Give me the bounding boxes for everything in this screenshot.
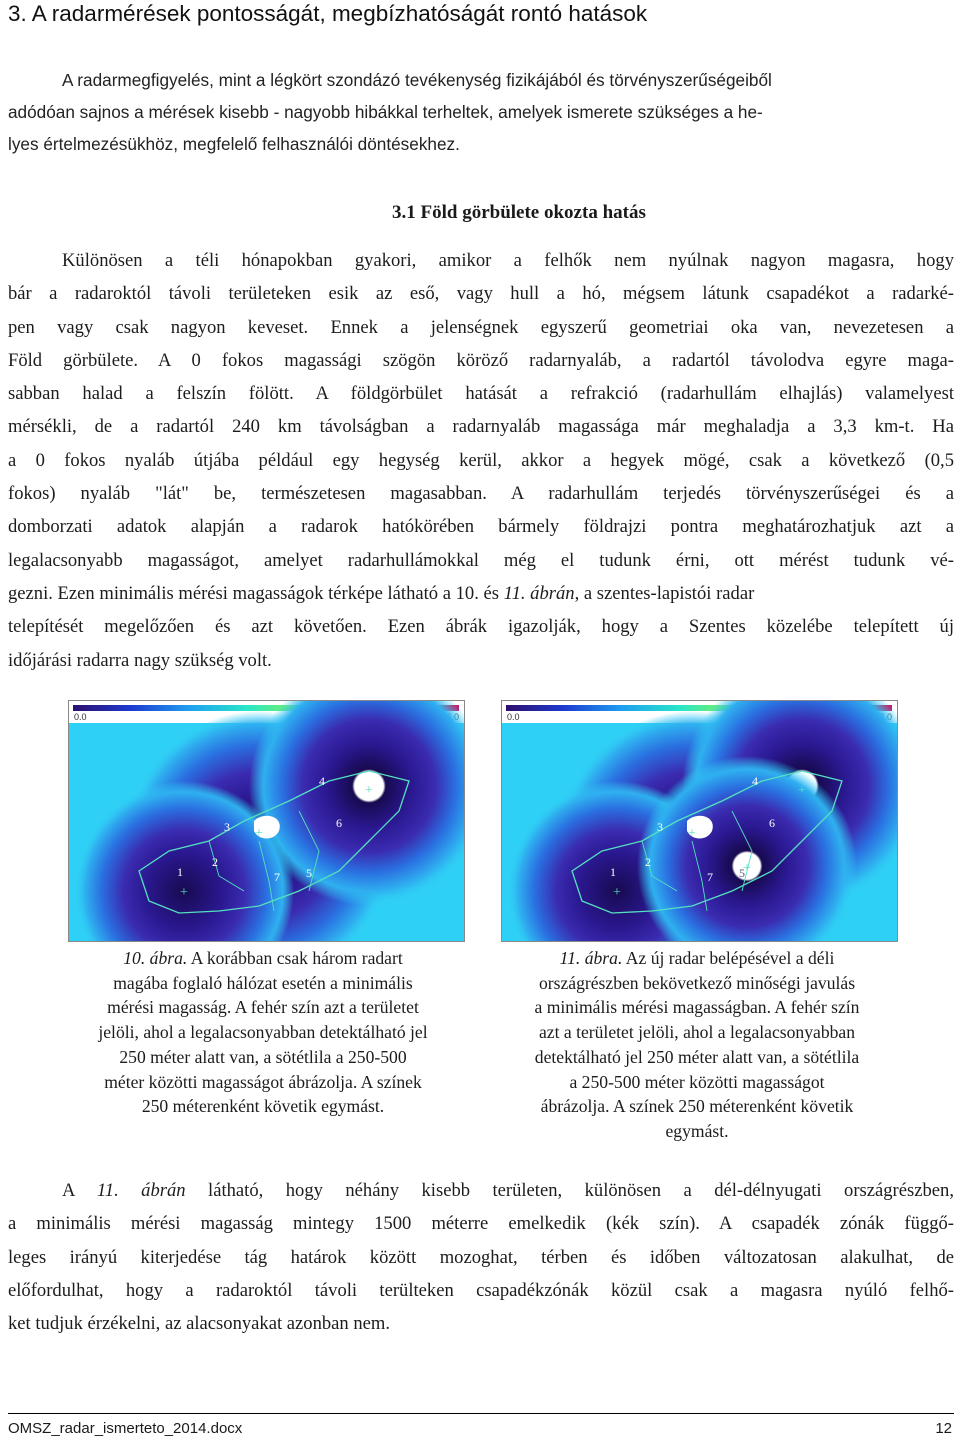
region-number: 6 xyxy=(769,816,775,830)
paragraph-line: a 0 fokos nyaláb útjába például egy hegység kerül, akkor a hegyek mögé, csak a következő (0,5 xyxy=(8,449,954,471)
caption-line: országrészben bekövetkező minőségi javulás xyxy=(538,972,856,993)
caption-text: Az új radar belépésével a déli xyxy=(622,948,835,968)
caption-line: méter közötti magasságot ábrázolja. A színek xyxy=(104,1071,422,1092)
region-number: 3 xyxy=(224,820,230,834)
paragraph-line: legalacsonyabb magasságot, amelyet radarhullámokkal még el tudunk érni, ott mérést tudunk vé- xyxy=(8,549,954,571)
paragraph-line: domborzati adatok alapján a radarok hatókörében bármely földrajzi pontra meghatározhatjuk azt a xyxy=(8,516,954,538)
figure-11-map-image xyxy=(502,701,897,941)
svg-text:+: + xyxy=(688,826,696,841)
figure-10-caption xyxy=(58,946,468,1119)
caption-line xyxy=(492,946,902,971)
intro-line-1: A radarmegfigyelés, mint a légkört szondázó tevékenység fizikájából és törvényszerűségeiből xyxy=(62,70,772,90)
closing-paragraph xyxy=(8,1174,954,1340)
section-paragraph xyxy=(8,244,954,677)
region-number: 3 xyxy=(657,820,663,834)
paragraph-line: bár a radaroktól távoli területeken esik az eső, vagy hull a hó, mégsem látunk csapadékot a radarké- xyxy=(8,283,954,305)
paragraph-line: Különösen a téli hónapokban gyakori, amikor a felhők nem nyúlnak nagyon magasra, hogy xyxy=(62,250,954,271)
scale-label-min: 0.0 xyxy=(507,712,520,722)
caption-line: detektálható jel 250 méter alatt van, a sötétlila xyxy=(534,1046,860,1067)
closing-line-rest: látható, hogy néhány kisebb területen, különösen a dél-délnyugati országrészben, xyxy=(185,1180,954,1201)
region-number: 4 xyxy=(319,774,325,788)
paragraph-line: ket tudjuk érzékelni, az alacsonyakat azonban nem. xyxy=(8,1313,391,1335)
region-number: 7 xyxy=(707,870,713,884)
caption-line: magába foglaló hálózat esetén a minimális xyxy=(113,972,413,993)
paragraph-line: pen vagy csak nagyon keveset. Ennek a jelenségnek egyszerű geometriai oka van, nevezetesen a xyxy=(8,316,954,338)
svg-text:+: + xyxy=(613,885,621,900)
figure-10-map-image xyxy=(69,701,464,941)
paragraph-line: sabban halad a felszín fölött. A földgörbület hatását a refrakció (radarhullám elhajlás) valamelyest xyxy=(8,383,954,405)
caption-label: 11. ábra. xyxy=(559,948,623,968)
region-number: 1 xyxy=(610,865,616,879)
figure-11-caption xyxy=(492,946,902,1144)
paragraph-line: időjárási radarra nagy szükség volt. xyxy=(8,649,272,671)
paragraph-line: a minimális mérési magasság mintegy 1500 méterre emelkedik (kék szín). A csapadék zónák függő- xyxy=(8,1213,954,1235)
svg-text:+: + xyxy=(255,826,263,841)
paragraph-line-with-reference xyxy=(8,577,954,610)
region-number: 1 xyxy=(177,865,183,879)
region-number: 5 xyxy=(306,866,312,880)
figure-11-map xyxy=(501,700,898,942)
caption-line: ábrázolja. A színek 250 méterenként követik xyxy=(540,1096,854,1117)
footer-filename: OMSZ_radar_ismerteto_2014.docx xyxy=(8,1420,243,1437)
section-heading: 3.1 Föld görbülete okozta hatás xyxy=(392,202,646,223)
caption-line: egymást. xyxy=(665,1120,729,1141)
paragraph-line: fokos) nyaláb "lát" be, természetesen magasabban. A radarhullám terjedés törvényszerűségei és a xyxy=(8,483,954,505)
region-number: 2 xyxy=(212,855,218,869)
paragraph-line-with-reference xyxy=(8,1174,954,1207)
caption-line: azt a területet jelöli, ahol a legalacsonyabban xyxy=(538,1022,856,1043)
svg-text:+: + xyxy=(365,783,373,798)
paragraph-line-text: gezni. Ezen minimális mérési magasságok térképe látható a 10. és xyxy=(8,582,504,604)
svg-text:+: + xyxy=(798,783,806,798)
paragraph-line: előfordulhat, hogy a radaroktól távoli terülteken csapadékzónák közül csak a magasra nyúló felhő- xyxy=(8,1279,954,1301)
page-number: 12 xyxy=(935,1420,952,1437)
footer-divider xyxy=(8,1413,954,1414)
caption-line: 250 méter alatt van, a sötétlila a 250-500 xyxy=(119,1046,407,1067)
caption-text: A korábban csak három radart xyxy=(187,948,403,968)
figure-reference: 11. ábrán xyxy=(96,1180,186,1201)
caption-line xyxy=(58,946,468,971)
caption-line: a 250-500 méter közötti magasságot xyxy=(569,1071,825,1092)
figure-reference: 11. ábrán xyxy=(503,582,575,604)
closing-line-start: A xyxy=(62,1180,97,1201)
region-number: 6 xyxy=(336,816,342,830)
intro-line-2: adódóan sajnos a mérések kisebb - nagyobb hibákkal terheltek, amelyek ismerete szükséges a he- xyxy=(8,102,763,122)
region-number: 7 xyxy=(274,870,280,884)
region-number: 5 xyxy=(739,866,745,880)
paragraph-line: mérsékli, de a radartól 240 km távolságban a radarnyaláb magassága már meghaladja a 3,3 km-t. Ha xyxy=(8,416,954,438)
paragraph-line: telepítését megelőzően és azt követően. Ezen ábrák igazolják, hogy a Szentes közelébe telepített új xyxy=(8,616,954,638)
paragraph-line: leges irányú kiterjedése tág határok között mozoghat, térben és időben változatosan alakulhat, de xyxy=(8,1246,954,1268)
region-number: 2 xyxy=(645,855,651,869)
figure-10-map xyxy=(68,700,465,942)
paragraph-line-tail: , a szentes-lapistói radar xyxy=(574,582,755,604)
svg-text:+: + xyxy=(180,885,188,900)
caption-line: a minimális mérési magasságban. A fehér szín xyxy=(534,997,860,1018)
paragraph-line: Föld görbülete. A 0 fokos magassági szögön köröző radarnyaláb, a radartól távolodva egyre maga- xyxy=(8,349,954,371)
intro-line-3: lyes értelmezésükhöz, megfelelő felhasználói döntésekhez. xyxy=(8,134,460,154)
caption-line: 250 méterenként követik egymást. xyxy=(141,1096,385,1117)
caption-line: mérési magasság. A fehér szín azt a területet xyxy=(107,997,419,1018)
caption-line: jelöli, ahol a legalacsonyabban detektálható jel xyxy=(98,1022,428,1043)
page-title: 3. A radarmérések pontosságát, megbízhatóságát rontó hatások xyxy=(8,1,648,26)
region-number: 4 xyxy=(752,774,758,788)
scale-label-min: 0.0 xyxy=(74,712,87,722)
svg-text:+: + xyxy=(743,861,751,876)
caption-label: 10. ábra. xyxy=(123,948,188,968)
